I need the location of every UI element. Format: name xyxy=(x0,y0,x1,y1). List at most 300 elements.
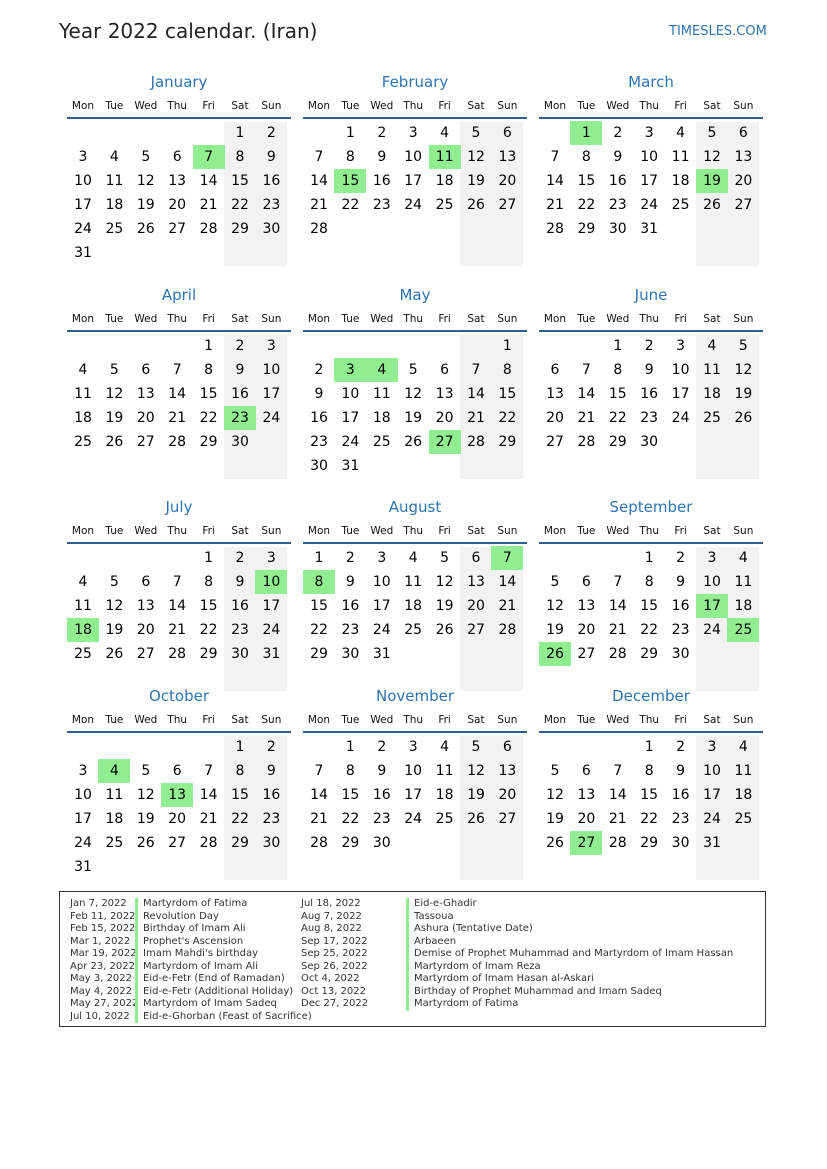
day-cell: 5 xyxy=(109,362,119,378)
day-cell: 7 xyxy=(613,763,623,779)
day-cell: 12 xyxy=(136,173,155,189)
legend-date: Mar 19, 2022 xyxy=(70,948,137,959)
weekday-header: Mon xyxy=(543,100,567,112)
day-cell: 1 xyxy=(345,739,355,755)
day-cell: 27 xyxy=(577,646,596,662)
day-cell: 13 xyxy=(136,386,155,402)
day-cell: 4 xyxy=(707,338,717,354)
day-cell: 12 xyxy=(404,386,423,402)
day-cell: 9 xyxy=(345,574,355,590)
month-march xyxy=(539,73,763,278)
month-december xyxy=(539,687,763,892)
day-cell: 14 xyxy=(168,598,187,614)
day-cell: 28 xyxy=(498,622,517,638)
day-cell: 6 xyxy=(502,739,512,755)
day-cell: 16 xyxy=(671,787,690,803)
day-cell: 16 xyxy=(231,386,249,402)
day-cell: 17 xyxy=(640,173,659,189)
day-cell: 20 xyxy=(498,787,517,803)
day-cell: 4 xyxy=(676,125,686,141)
weekday-header: Sun xyxy=(733,525,754,537)
day-cell: 18 xyxy=(671,173,690,189)
day-cell: 12 xyxy=(136,787,155,803)
weekday-header: Sat xyxy=(703,714,721,726)
day-cell: 31 xyxy=(341,458,360,474)
day-cell: 18 xyxy=(435,787,454,803)
day-cell: 9 xyxy=(266,149,276,165)
weekday-header: Tue xyxy=(341,714,360,726)
day-cell: 21 xyxy=(577,410,596,426)
day-cell: 24 xyxy=(74,835,92,851)
day-cell: 30 xyxy=(640,434,659,450)
day-cell: 8 xyxy=(644,763,654,779)
day-cell: 13 xyxy=(498,763,517,779)
day-cell: 13 xyxy=(734,149,753,165)
day-cell: 26 xyxy=(136,835,155,851)
day-cell: 17 xyxy=(372,598,391,614)
day-cell: 17 xyxy=(262,386,281,402)
weekday-header: Fri xyxy=(438,100,451,112)
day-cell: 3 xyxy=(707,739,717,755)
legend-date: Jan 7, 2022 xyxy=(70,898,127,909)
day-cell: 7 xyxy=(550,149,560,165)
day-cell: 15 xyxy=(341,787,360,803)
holiday-day-cell: 1 xyxy=(570,121,602,145)
weekday-header: Tue xyxy=(341,100,360,112)
day-cell: 17 xyxy=(74,197,92,213)
weekday-header: Mon xyxy=(71,100,95,112)
weekday-header: Mon xyxy=(307,100,331,112)
day-cell: 19 xyxy=(404,410,423,426)
day-cell: 25 xyxy=(74,646,92,662)
day-cell: 17 xyxy=(341,410,360,426)
day-cell: 18 xyxy=(404,598,423,614)
day-cell: 17 xyxy=(74,811,92,827)
day-cell: 19 xyxy=(136,197,155,213)
day-cell: 11 xyxy=(435,763,454,779)
day-cell: 6 xyxy=(471,550,481,566)
day-cell: 19 xyxy=(734,386,753,402)
day-cell: 6 xyxy=(581,574,591,590)
legend-date: May 4, 2022 xyxy=(70,985,133,997)
day-cell: 10 xyxy=(74,787,92,803)
day-cell: 18 xyxy=(372,410,391,426)
day-cell: 9 xyxy=(644,362,654,378)
day-cell: 12 xyxy=(734,362,753,378)
weekday-header: Tue xyxy=(341,525,360,537)
day-cell: 22 xyxy=(640,622,659,638)
weekday-header: Mon xyxy=(307,714,331,726)
day-cell: 25 xyxy=(435,811,454,827)
day-cell: 25 xyxy=(671,197,690,213)
legend-holiday-name: Eid-e-Fetr (Additional Holiday) xyxy=(135,986,293,999)
day-cell: 3 xyxy=(676,338,686,354)
month-september xyxy=(539,498,763,703)
holiday-day-cell: 4 xyxy=(366,358,398,382)
day-cell: 30 xyxy=(262,221,281,237)
day-cell: 12 xyxy=(546,598,564,614)
day-cell: 5 xyxy=(471,125,481,141)
weekday-header: Wed xyxy=(134,100,158,112)
weekday-header: Fri xyxy=(438,525,451,537)
holiday-day-cell: 27 xyxy=(429,430,461,454)
weekday-header: Fri xyxy=(674,525,687,537)
weekday-header: Wed xyxy=(370,525,394,537)
holiday-day-cell: 26 xyxy=(539,642,571,666)
day-cell: 19 xyxy=(546,811,564,827)
day-cell: 25 xyxy=(734,811,753,827)
day-cell: 23 xyxy=(671,622,690,638)
day-cell: 7 xyxy=(581,362,591,378)
day-cell: 30 xyxy=(262,835,281,851)
day-cell: 8 xyxy=(235,763,245,779)
day-cell: 30 xyxy=(310,458,328,474)
holiday-day-cell: 15 xyxy=(334,169,366,193)
holiday-day-cell: 17 xyxy=(696,594,728,618)
weekday-header: Sat xyxy=(231,525,249,537)
day-cell: 2 xyxy=(266,739,276,755)
legend-holiday-name: Ashura (Tentative Date) xyxy=(406,923,533,936)
day-cell: 2 xyxy=(644,338,654,354)
day-cell: 12 xyxy=(467,763,485,779)
day-cell: 31 xyxy=(262,646,281,662)
day-cell: 19 xyxy=(105,622,124,638)
month-name: February xyxy=(381,73,449,91)
day-cell: 8 xyxy=(345,149,355,165)
day-cell: 27 xyxy=(498,811,517,827)
legend-date: Sep 26, 2022 xyxy=(301,960,368,972)
header-divider xyxy=(303,330,527,332)
page-title: Year 2022 calendar. (Iran) xyxy=(59,19,318,43)
month-june xyxy=(539,286,763,491)
day-cell: 27 xyxy=(136,646,155,662)
weekday-header: Sat xyxy=(703,100,721,112)
day-cell: 22 xyxy=(341,811,360,827)
day-cell: 24 xyxy=(703,622,721,638)
day-cell: 3 xyxy=(266,550,276,566)
weekday-header: Sun xyxy=(261,525,282,537)
day-cell: 17 xyxy=(671,386,690,402)
day-cell: 17 xyxy=(262,598,281,614)
day-cell: 18 xyxy=(74,410,92,426)
legend-holiday-name: Martyrdom of Fatima xyxy=(135,898,247,911)
holiday-day-cell: 7 xyxy=(193,145,225,169)
day-cell: 13 xyxy=(577,598,596,614)
day-cell: 29 xyxy=(608,434,627,450)
day-cell: 15 xyxy=(498,386,517,402)
day-cell: 5 xyxy=(440,550,450,566)
day-cell: 1 xyxy=(235,125,245,141)
day-cell: 20 xyxy=(168,197,187,213)
day-cell: 5 xyxy=(141,763,151,779)
day-cell: 25 xyxy=(74,434,92,450)
day-cell: 15 xyxy=(640,598,659,614)
day-cell: 3 xyxy=(78,763,88,779)
day-cell: 6 xyxy=(172,763,182,779)
weekday-header: Wed xyxy=(606,313,630,325)
day-cell: 3 xyxy=(644,125,654,141)
weekday-header: Mon xyxy=(307,313,331,325)
day-cell: 27 xyxy=(168,221,187,237)
weekday-header: Mon xyxy=(71,714,95,726)
header-divider xyxy=(67,117,291,119)
brand-link[interactable]: TIMESLES.COM xyxy=(669,24,767,39)
day-cell: 11 xyxy=(734,763,753,779)
weekday-header: Mon xyxy=(543,714,567,726)
day-cell: 22 xyxy=(498,410,517,426)
day-cell: 29 xyxy=(231,221,249,237)
day-cell: 15 xyxy=(231,787,249,803)
day-cell: 23 xyxy=(231,622,249,638)
day-cell: 23 xyxy=(608,197,627,213)
day-cell: 10 xyxy=(262,362,281,378)
day-cell: 2 xyxy=(377,125,387,141)
weekday-header: Wed xyxy=(134,525,158,537)
weekday-header: Wed xyxy=(134,714,158,726)
day-cell: 23 xyxy=(262,197,281,213)
day-cell: 21 xyxy=(310,811,328,827)
day-cell: 19 xyxy=(105,410,124,426)
weekday-header: Fri xyxy=(674,100,687,112)
day-cell: 15 xyxy=(310,598,328,614)
month-april xyxy=(67,286,291,491)
weekday-header: Sat xyxy=(703,525,721,537)
day-cell: 14 xyxy=(199,787,218,803)
day-cell: 3 xyxy=(408,125,418,141)
day-cell: 26 xyxy=(703,197,721,213)
day-cell: 2 xyxy=(235,338,245,354)
day-cell: 5 xyxy=(738,338,748,354)
weekday-header: Sat xyxy=(467,714,485,726)
day-cell: 26 xyxy=(467,811,485,827)
day-cell: 26 xyxy=(404,434,423,450)
day-cell: 12 xyxy=(467,149,485,165)
legend-date: Feb 11, 2022 xyxy=(70,910,136,922)
day-cell: 28 xyxy=(608,646,627,662)
legend-holiday-name: Martyrdom of Imam Sadeq xyxy=(135,998,277,1011)
day-cell: 3 xyxy=(377,550,387,566)
legend-date: Sep 17, 2022 xyxy=(301,935,368,947)
day-cell: 9 xyxy=(235,362,245,378)
weekday-header: Wed xyxy=(370,714,394,726)
day-cell: 6 xyxy=(502,125,512,141)
day-cell: 23 xyxy=(671,811,690,827)
day-cell: 9 xyxy=(613,149,623,165)
day-cell: 4 xyxy=(440,739,450,755)
weekday-header: Fri xyxy=(438,714,451,726)
day-cell: 2 xyxy=(345,550,355,566)
day-cell: 18 xyxy=(734,598,753,614)
day-cell: 28 xyxy=(199,221,218,237)
day-cell: 27 xyxy=(168,835,187,851)
header-divider xyxy=(539,330,763,332)
weekday-header: Thu xyxy=(639,525,660,537)
holiday-day-cell: 13 xyxy=(161,783,193,807)
day-cell: 12 xyxy=(703,149,721,165)
day-cell: 23 xyxy=(262,811,281,827)
day-cell: 8 xyxy=(613,362,623,378)
month-name: November xyxy=(375,687,455,705)
day-cell: 22 xyxy=(310,622,328,638)
legend-holiday-name: Eid-e-Ghadir xyxy=(406,898,477,911)
day-cell: 24 xyxy=(262,622,281,638)
day-cell: 31 xyxy=(372,646,391,662)
day-cell: 2 xyxy=(377,739,387,755)
day-cell: 11 xyxy=(105,787,124,803)
day-cell: 28 xyxy=(546,221,564,237)
weekday-header: Sat xyxy=(467,100,485,112)
day-cell: 6 xyxy=(172,149,182,165)
weekday-header: Thu xyxy=(639,100,660,112)
weekday-header: Fri xyxy=(438,313,451,325)
day-cell: 28 xyxy=(467,434,485,450)
day-cell: 1 xyxy=(345,125,355,141)
day-cell: 25 xyxy=(105,835,124,851)
day-cell: 14 xyxy=(168,386,187,402)
day-cell: 7 xyxy=(172,362,182,378)
day-cell: 22 xyxy=(199,410,218,426)
weekday-header: Thu xyxy=(167,714,188,726)
day-cell: 10 xyxy=(404,149,423,165)
day-cell: 30 xyxy=(231,434,249,450)
day-cell: 5 xyxy=(550,574,560,590)
day-cell: 23 xyxy=(372,197,391,213)
weekday-header: Sat xyxy=(231,714,249,726)
day-cell: 4 xyxy=(738,550,748,566)
legend-holiday-name: Eid-e-Ghorban (Feast of Sacrifice) xyxy=(135,1011,312,1024)
header-divider xyxy=(539,731,763,733)
weekday-header: Mon xyxy=(71,525,95,537)
day-cell: 30 xyxy=(608,221,627,237)
header-divider xyxy=(303,731,527,733)
day-cell: 3 xyxy=(78,149,88,165)
weekday-header: Tue xyxy=(577,100,596,112)
day-cell: 25 xyxy=(703,410,721,426)
day-cell: 9 xyxy=(377,149,387,165)
day-cell: 22 xyxy=(341,197,360,213)
day-cell: 5 xyxy=(550,763,560,779)
day-cell: 11 xyxy=(671,149,690,165)
holiday-day-cell: 8 xyxy=(303,570,335,594)
day-cell: 22 xyxy=(640,811,659,827)
day-cell: 28 xyxy=(310,221,328,237)
weekday-header: Tue xyxy=(577,313,596,325)
legend-date: Dec 27, 2022 xyxy=(301,998,369,1009)
day-cell: 13 xyxy=(467,574,485,590)
day-cell: 6 xyxy=(141,362,151,378)
day-cell: 24 xyxy=(74,221,92,237)
day-cell: 10 xyxy=(640,149,659,165)
month-october xyxy=(67,687,291,892)
day-cell: 20 xyxy=(498,173,517,189)
day-cell: 24 xyxy=(404,197,423,213)
day-cell: 8 xyxy=(204,362,214,378)
month-name: June xyxy=(634,286,668,304)
weekday-header: Sun xyxy=(497,100,518,112)
day-cell: 6 xyxy=(440,362,450,378)
day-cell: 27 xyxy=(136,434,155,450)
day-cell: 8 xyxy=(345,763,355,779)
weekday-header: Fri xyxy=(202,714,215,726)
weekday-header: Mon xyxy=(307,525,331,537)
day-cell: 2 xyxy=(676,550,686,566)
weekday-header: Thu xyxy=(167,313,188,325)
day-cell: 4 xyxy=(440,125,450,141)
day-cell: 7 xyxy=(172,574,182,590)
day-cell: 3 xyxy=(266,338,276,354)
weekday-header: Fri xyxy=(674,714,687,726)
day-cell: 30 xyxy=(341,646,360,662)
day-cell: 16 xyxy=(372,787,391,803)
weekday-header: Thu xyxy=(403,100,424,112)
weekday-header: Thu xyxy=(167,525,188,537)
day-cell: 5 xyxy=(109,574,119,590)
legend-date: Jul 18, 2022 xyxy=(301,898,361,909)
day-cell: 12 xyxy=(546,787,564,803)
day-cell: 13 xyxy=(498,149,517,165)
legend-holiday-name: Prophet's Ascension xyxy=(135,936,243,949)
day-cell: 1 xyxy=(235,739,245,755)
legend-date: Sep 25, 2022 xyxy=(301,948,368,959)
day-cell: 7 xyxy=(204,763,214,779)
holiday-day-cell: 27 xyxy=(570,831,602,855)
weekday-header: Thu xyxy=(403,525,424,537)
day-cell: 21 xyxy=(168,622,187,638)
day-cell: 11 xyxy=(372,386,391,402)
weekday-header: Sat xyxy=(231,100,249,112)
day-cell: 16 xyxy=(640,386,659,402)
day-cell: 28 xyxy=(608,835,627,851)
day-cell: 6 xyxy=(581,763,591,779)
holiday-day-cell: 4 xyxy=(98,759,130,783)
day-cell: 11 xyxy=(74,598,92,614)
day-cell: 14 xyxy=(498,574,517,590)
weekday-header: Sun xyxy=(261,100,282,112)
day-cell: 15 xyxy=(231,173,249,189)
day-cell: 22 xyxy=(231,811,249,827)
day-cell: 24 xyxy=(262,410,281,426)
day-cell: 23 xyxy=(640,410,659,426)
day-cell: 18 xyxy=(105,197,124,213)
day-cell: 31 xyxy=(74,245,92,261)
day-cell: 15 xyxy=(577,173,596,189)
day-cell: 19 xyxy=(467,787,485,803)
day-cell: 15 xyxy=(640,787,659,803)
day-cell: 24 xyxy=(640,197,659,213)
weekday-header: Sat xyxy=(467,525,485,537)
legend-holiday-name: Tassoua xyxy=(406,911,454,924)
day-cell: 13 xyxy=(435,386,454,402)
day-cell: 2 xyxy=(676,739,686,755)
day-cell: 16 xyxy=(310,410,328,426)
day-cell: 26 xyxy=(136,221,155,237)
day-cell: 12 xyxy=(105,386,124,402)
day-cell: 30 xyxy=(372,835,391,851)
day-cell: 31 xyxy=(640,221,659,237)
day-cell: 28 xyxy=(168,434,187,450)
day-cell: 9 xyxy=(314,386,324,402)
day-cell: 24 xyxy=(703,811,721,827)
day-cell: 31 xyxy=(74,859,92,875)
day-cell: 10 xyxy=(703,574,721,590)
day-cell: 21 xyxy=(467,410,485,426)
weekday-header: Sun xyxy=(733,714,754,726)
weekday-header: Thu xyxy=(639,313,660,325)
day-cell: 13 xyxy=(546,386,564,402)
holiday-day-cell: 18 xyxy=(67,618,99,642)
holiday-day-cell: 25 xyxy=(727,618,759,642)
day-cell: 9 xyxy=(235,574,245,590)
